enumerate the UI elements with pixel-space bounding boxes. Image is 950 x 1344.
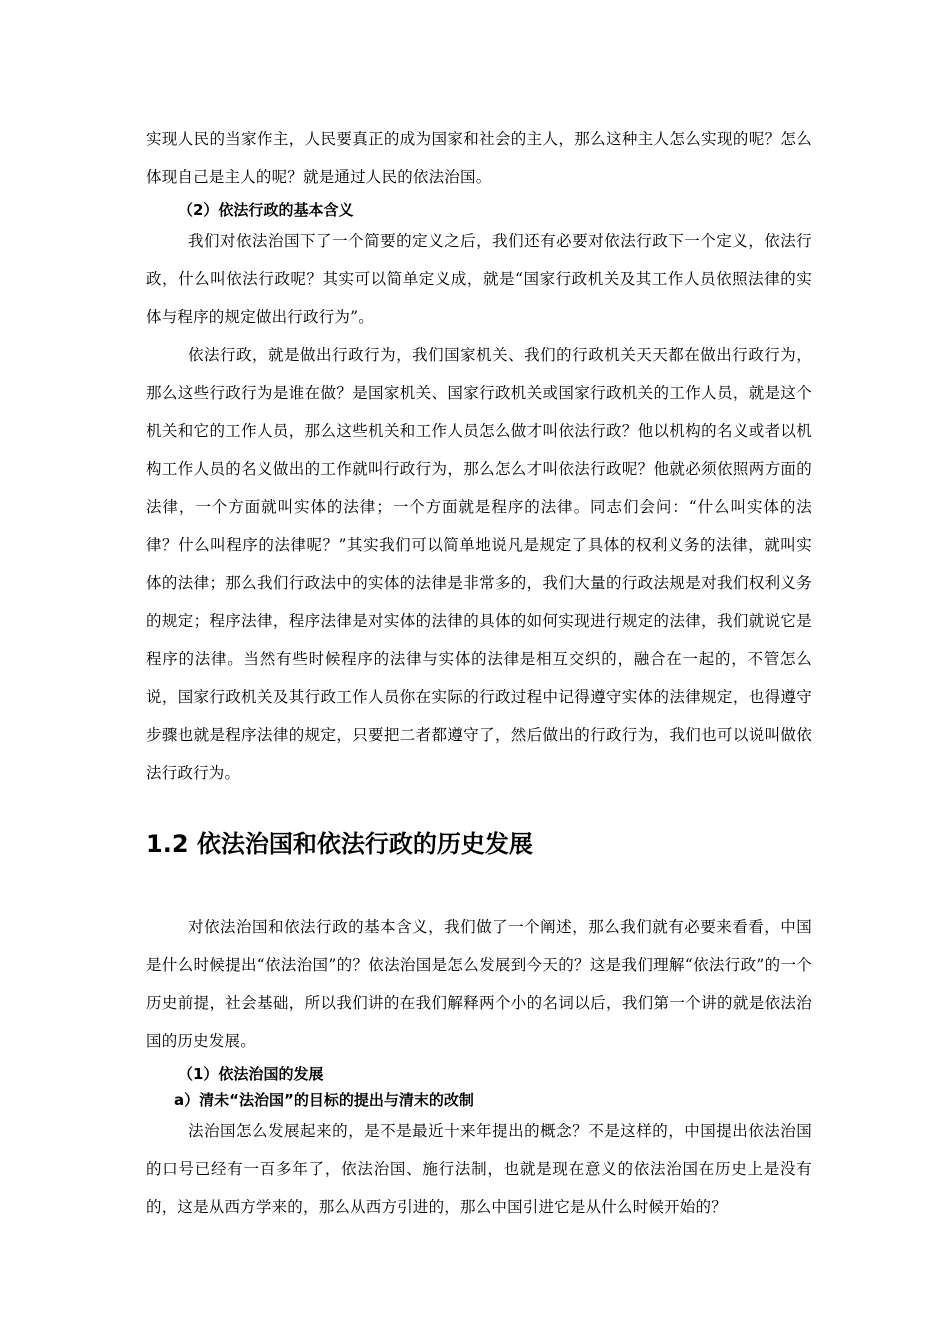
paragraph-history-intro: 对依法治国和依法行政的基本含义，我们做了一个阐述，那么我们就有必要来看看，中国是什么时候提出“依法治国”的？依法治国是怎么发展到今天的？这是我们理解“依法行政”的一个历史前提，社会基础，所以我们讲的在我们解释两个小的名词以后，我们第一个讲的就是依法治国的历史发展。 <box>146 918 812 1050</box>
paragraph-intro: 实现人民的当家作主，人民要真正的成为国家和社会的主人，那么这种主人怎么实现的呢？怎么体现自己是主人的呢？就是通过人民的依法治国。 <box>146 130 812 186</box>
document-body <box>146 120 812 1226</box>
paragraph-history: 法治国怎么发展起来的，是不是最近十来年提出的概念？不是这样的，中国提出依法治国的口号已经有一百多年了，依法治国、施行法制，也就是现在意义的依法治国在历史上是没有的，这是从西方学来的，那么从西方引进的，那么中国引进它是从什么时候开始的？ <box>146 1122 812 1216</box>
section-title: 1.2 依法治国和依法行政的历史发展 <box>146 830 533 858</box>
subheading-qing-reform: a）清未“法治国”的目标的提出与清末的改制 <box>174 1091 474 1109</box>
subheading-rule-of-law-development: （1）依法治国的发展 <box>178 1065 324 1083</box>
paragraph-definition: 我们对依法治国下了一个简要的定义之后，我们还有必要对依法行政下一个定义，依法行政，什么叫依法行政呢？其实可以简单定义成，就是“国家行政机关及其工作人员依照法律的实体与程序的规定做出行政行为”。 <box>146 232 812 326</box>
paragraph-explanation: 依法行政，就是做出行政行为，我们国家机关、我们的行政机关天天都在做出行政行为，那么这些行政行为是谁在做？是国家机关、国家行政机关或国家行政机关的工作人员，就是这个机关和它的工作人员，那么这些机关和工作人员怎么做才叫依法行政？他以机构的名义或者以机构工作人员的名义做出的工作就叫行政行为，那么怎么才叫依法行政呢？他就必须依照两方面的法律，一个方面就叫实体的法律；一个方面就是程序的法律。同志们会问：“什么叫实体的法律？什么叫程序的法律呢？”其实我们可以简单地说凡是规定了具体的权利义务的法律，就叫实体的法律；那么我们行政法中的实体的法律是非常多的，我们大量的行政法规是对我们权利义务的规定；程序法律，程序法律是对实体的法律的具体的如何实现进行规定的法律，我们就说它是程序的法律。当然有些时候程序的法律与实体的法律是相互交织的，融合在一起的，不管怎么说，国家行政机关及其行政工作人员你在实际的行政过程中记得遵守实体的法律规定，也得遵守步骤也就是程序法律的规定，只要把二者都遵守了，然后做出的行政行为，我们也可以说叫做依法行政行为。 <box>146 346 812 782</box>
subheading-administration-meaning: （2）依法行政的基本含义 <box>178 201 354 219</box>
